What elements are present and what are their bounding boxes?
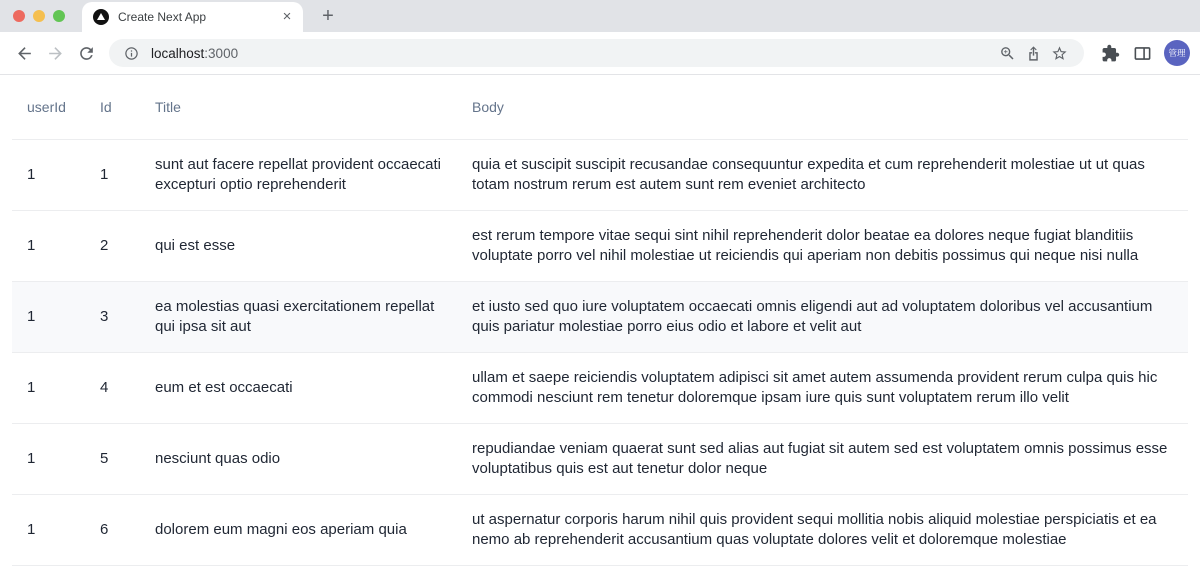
cell-id: 1 bbox=[100, 166, 109, 183]
page-content bbox=[0, 75, 1200, 566]
share-icon[interactable] bbox=[1020, 40, 1046, 66]
cell-userid: 1 bbox=[27, 308, 36, 325]
forward-button[interactable] bbox=[41, 39, 69, 67]
cell-body: repudiandae veniam quaerat sunt sed alias aut fugiat sit autem sed est voluptatem omnis possimus esse voluptatibus quis est aut tenetur dolor neque bbox=[472, 440, 1168, 477]
cell-userid: 1 bbox=[27, 379, 36, 396]
zoom-icon[interactable] bbox=[994, 40, 1020, 66]
address-bar[interactable] bbox=[109, 39, 1084, 67]
side-panel-icon[interactable] bbox=[1128, 39, 1156, 67]
browser-tab-active[interactable] bbox=[82, 2, 303, 32]
header-body: Body bbox=[472, 99, 504, 115]
table-row-hovered[interactable] bbox=[12, 282, 1188, 353]
table-row[interactable] bbox=[12, 140, 1188, 211]
cell-body: ullam et saepe reiciendis voluptatem adipisci sit amet autem assumenda provident rerum culpa quis hic commodi nesciunt rem tenetur doloremque ipsam iure quis sunt voluptatem rerum illo velit bbox=[472, 369, 1158, 406]
url-host: localhost bbox=[151, 45, 205, 61]
close-window-button[interactable] bbox=[13, 10, 25, 22]
fullscreen-window-button[interactable] bbox=[53, 10, 65, 22]
url-port: :3000 bbox=[204, 45, 239, 61]
reload-button[interactable] bbox=[72, 39, 100, 67]
cell-body: est rerum tempore vitae sequi sint nihil reprehenderit dolor beatae ea dolores neque fugiat blanditiis voluptate porro vel nihil molestiae ut reiciendis qui aperiam non debitis possimus qui neque nisi nulla bbox=[472, 227, 1139, 264]
reload-icon bbox=[77, 44, 96, 63]
header-title: Title bbox=[155, 99, 181, 115]
cell-id: 6 bbox=[100, 521, 109, 538]
url-text[interactable] bbox=[151, 46, 238, 61]
cell-title: eum et est occaecati bbox=[155, 379, 293, 396]
bookmark-star-icon[interactable] bbox=[1046, 40, 1072, 66]
minimize-window-button[interactable] bbox=[33, 10, 45, 22]
table-row[interactable] bbox=[12, 424, 1188, 495]
cell-body: et iusto sed quo iure voluptatem occaecati omnis eligendi aut ad voluptatem doloribus vel accusantium quis pariatur molestiae porro eius odio et labore et velit aut bbox=[472, 298, 1153, 335]
table-header-row bbox=[12, 75, 1188, 140]
table-row[interactable] bbox=[12, 353, 1188, 424]
extensions-puzzle-icon[interactable] bbox=[1096, 39, 1124, 67]
tab-title: Create Next App bbox=[118, 10, 207, 24]
cell-id: 4 bbox=[100, 379, 109, 396]
header-userid: userId bbox=[27, 99, 66, 115]
cell-userid: 1 bbox=[27, 450, 36, 467]
cell-title: dolorem eum magni eos aperiam quia bbox=[155, 521, 407, 538]
table-row[interactable] bbox=[12, 211, 1188, 282]
cell-body: quia et suscipit suscipit recusandae consequuntur expedita et cum reprehenderit molestiae ut ut quas totam nostrum rerum est autem sunt rem eveniet architecto bbox=[472, 156, 1145, 193]
cell-id: 3 bbox=[100, 308, 109, 325]
cell-title: qui est esse bbox=[155, 237, 236, 254]
profile-avatar[interactable]: 管理 bbox=[1164, 40, 1190, 66]
browser-toolbar bbox=[0, 32, 1200, 75]
cell-body: ut aspernatur corporis harum nihil quis provident sequi mollitia nobis aliquid molestiae perspiciatis et ea nemo ab reprehenderit accusantium quas voluptate dolores velit et doloremque molestiae bbox=[472, 511, 1157, 548]
cell-title: nesciunt quas odio bbox=[155, 450, 281, 467]
cell-id: 2 bbox=[100, 237, 109, 254]
back-button[interactable] bbox=[10, 39, 38, 67]
table-row[interactable] bbox=[12, 495, 1188, 566]
tab-close-icon[interactable]: × bbox=[282, 8, 292, 25]
tab-strip bbox=[0, 0, 1200, 32]
window-controls bbox=[13, 10, 65, 22]
cell-id: 5 bbox=[100, 450, 109, 467]
back-arrow-icon bbox=[15, 44, 34, 63]
cell-userid: 1 bbox=[27, 166, 36, 183]
forward-arrow-icon bbox=[46, 44, 65, 63]
cell-title: sunt aut facere repellat provident occaecati excepturi optio reprehenderit bbox=[155, 156, 442, 193]
browser-window bbox=[0, 0, 1200, 75]
cell-userid: 1 bbox=[27, 237, 36, 254]
cell-title: ea molestias quasi exercitationem repellat qui ipsa sit aut bbox=[155, 298, 435, 335]
header-id: Id bbox=[100, 99, 112, 115]
posts-table bbox=[12, 75, 1188, 566]
site-info-icon[interactable] bbox=[118, 40, 144, 66]
cell-userid: 1 bbox=[27, 521, 36, 538]
nextjs-favicon-icon bbox=[93, 9, 109, 25]
new-tab-button[interactable]: + bbox=[322, 4, 334, 27]
